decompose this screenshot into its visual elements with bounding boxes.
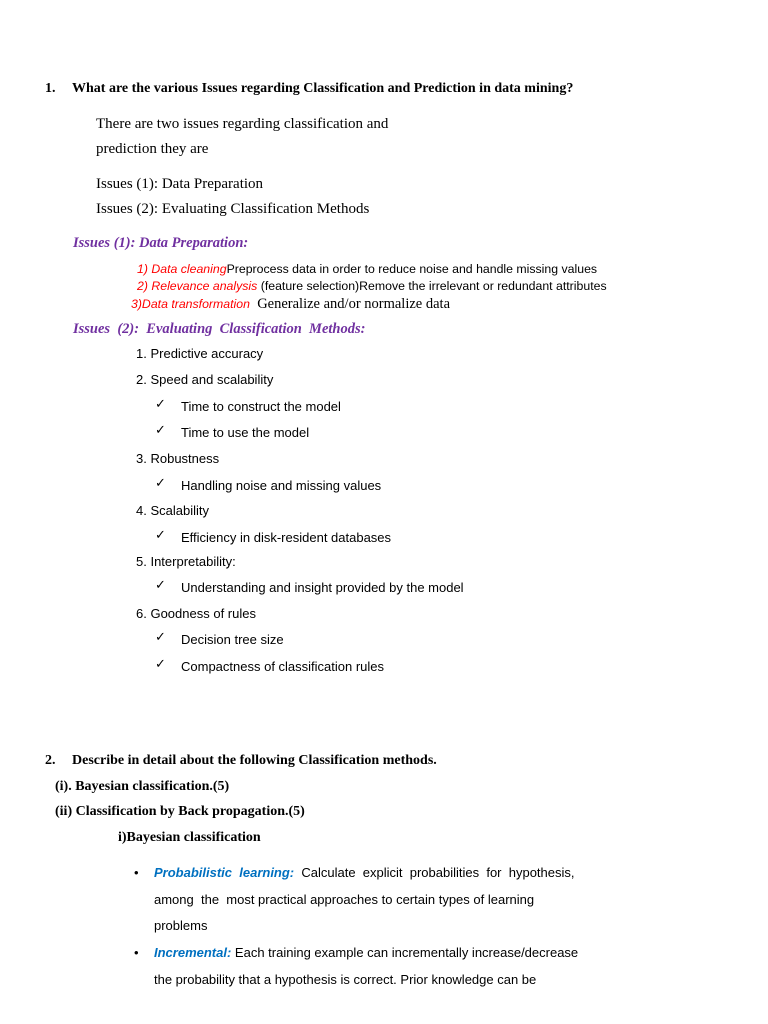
bullet-1-line-2: among the most practical approaches to certain types of learning xyxy=(154,892,535,907)
data-preparation-heading: Issues (1): Data Preparation: xyxy=(73,235,249,251)
prep-item-2-paren: (feature selection) xyxy=(257,279,360,293)
prep-item-3-text: Generalize and/or normalize data xyxy=(249,296,451,312)
eval-item-6-sub-1: Decision tree size xyxy=(181,632,284,647)
eval-item-4-sub-1: Efficiency in disk-resident databases xyxy=(181,530,392,545)
prep-item-1-text: Preprocess data in order to reduce noise and handle missing values xyxy=(226,262,598,276)
question-2-part-1: (i). Bayesian classification.(5) xyxy=(55,779,230,794)
prep-item-2 xyxy=(137,279,607,293)
eval-item-2-text: Speed and scalability xyxy=(150,372,274,387)
issue-2-line: Issues (2): Evaluating Classification Methods xyxy=(96,201,370,217)
eval-item-5-text: Interpretability: xyxy=(150,554,236,569)
eval-item-3-sub-1: Handling noise and missing values xyxy=(181,478,382,493)
check-icon: ✓ xyxy=(155,397,166,412)
eval-item-1-num: 1. xyxy=(136,346,147,361)
bullet-1-label: Probabilistic learning: xyxy=(154,865,295,880)
eval-item-4-text: Scalability xyxy=(150,503,209,518)
eval-item-6-sub-2: Compactness of classification rules xyxy=(181,659,385,674)
eval-item-2-num: 2. xyxy=(136,372,147,387)
prep-item-3 xyxy=(131,296,450,313)
bayesian-section-title: i)Bayesian classification xyxy=(118,830,261,845)
prep-item-2-label: 2) Relevance analysis xyxy=(137,279,258,293)
check-icon: ✓ xyxy=(155,476,166,491)
eval-item-4 xyxy=(136,503,209,518)
eval-item-5-sub-1: Understanding and insight provided by the model xyxy=(181,580,464,595)
bullet-2-label: Incremental: xyxy=(154,945,232,960)
eval-item-4-num: 4. xyxy=(136,503,147,518)
eval-item-1 xyxy=(136,346,263,361)
issue-1-line: Issues (1): Data Preparation xyxy=(96,176,264,192)
eval-item-3 xyxy=(136,451,219,466)
eval-item-6 xyxy=(136,606,256,621)
question-2-number: 2. xyxy=(45,753,56,768)
check-icon: ✓ xyxy=(155,423,166,438)
check-icon: ✓ xyxy=(155,630,166,645)
intro-line-2: prediction they are xyxy=(96,141,209,157)
check-icon: ✓ xyxy=(155,657,166,672)
eval-item-6-text: Goodness of rules xyxy=(150,606,256,621)
bullet-1-line-3: problems xyxy=(154,918,208,933)
question-1-text: What are the various Issues regarding Classification and Prediction in data mining? xyxy=(72,81,574,96)
prep-item-2-text: Remove the irrelevant or redundant attributes xyxy=(359,279,607,293)
check-icon: ✓ xyxy=(155,578,166,593)
prep-item-3-label: 3)Data transformation xyxy=(131,297,250,311)
question-1-number: 1. xyxy=(45,81,56,96)
bullet-1-line-1 xyxy=(154,865,575,880)
bullet-1-text: Calculate explicit probabilities for hypothesis, xyxy=(294,865,575,880)
bullet-2-line-2: the probability that a hypothesis is correct. Prior knowledge can be xyxy=(154,972,537,987)
eval-item-3-num: 3. xyxy=(136,451,147,466)
question-2-part-2: (ii) Classification by Back propagation.(5) xyxy=(55,804,305,819)
eval-item-5-num: 5. xyxy=(136,554,147,569)
eval-item-3-text: Robustness xyxy=(150,451,220,466)
prep-item-1 xyxy=(137,262,597,276)
eval-item-2 xyxy=(136,372,273,387)
eval-item-2-sub-2: Time to use the model xyxy=(181,425,310,440)
bullet-icon: • xyxy=(134,945,139,960)
eval-item-2-sub-1: Time to construct the model xyxy=(181,399,341,414)
check-icon: ✓ xyxy=(155,528,166,543)
eval-item-5 xyxy=(136,554,236,569)
question-2-text: Describe in detail about the following Classification methods. xyxy=(72,753,437,768)
bullet-icon: • xyxy=(134,865,139,880)
intro-line-1: There are two issues regarding classification and xyxy=(96,116,389,132)
evaluating-methods-heading: Issues (2): Evaluating Classification Methods: xyxy=(73,321,366,337)
prep-item-1-label: 1) Data cleaning xyxy=(137,262,227,276)
bullet-2-text: Each training example can incrementally increase/decrease xyxy=(231,945,579,960)
bullet-2-line-1 xyxy=(154,945,578,960)
eval-item-6-num: 6. xyxy=(136,606,147,621)
eval-item-1-text: Predictive accuracy xyxy=(150,346,264,361)
